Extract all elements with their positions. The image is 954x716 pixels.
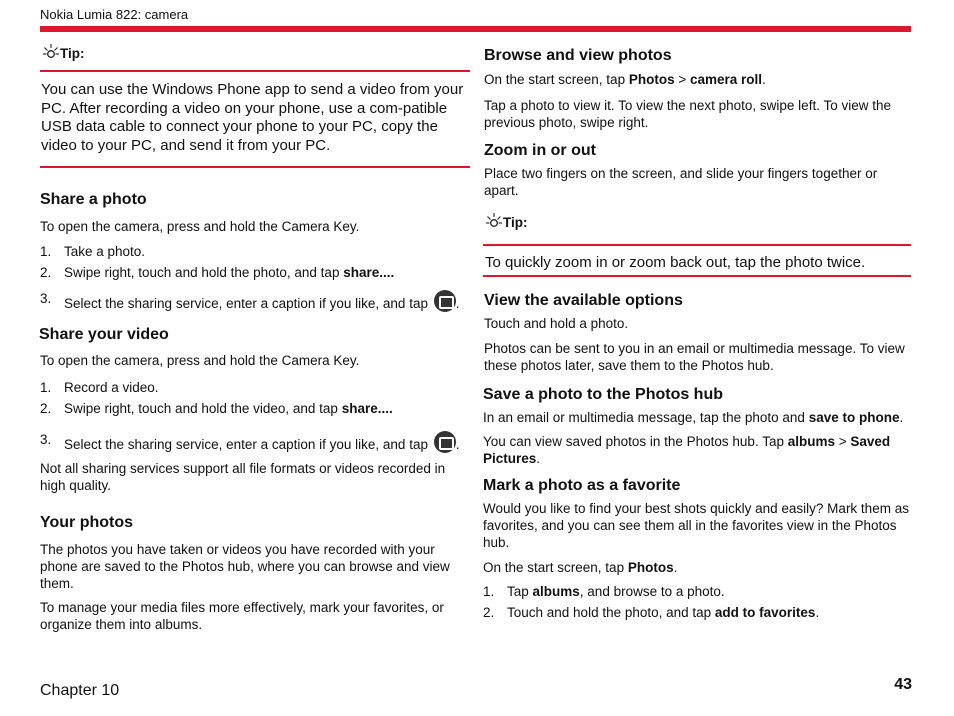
zoom-text: Place two fingers on the screen, and slide your fingers together or apart. <box>484 166 878 198</box>
browse-navigation-text: Tap a photo to view it. To view the next photo, swipe left. To view the previous photo, swipe right. <box>484 98 891 130</box>
header-divider <box>40 26 911 32</box>
share-video-intro: To open the camera, press and hold the Camera Key. <box>40 353 360 368</box>
section-heading-zoom: Zoom in or out <box>484 142 596 159</box>
list-item: 2. Swipe right, touch and hold the photo, and tap share.... <box>40 265 395 280</box>
tip-box <box>40 70 470 168</box>
tip-label: Tip: <box>60 46 85 61</box>
lightbulb-icon <box>483 211 503 231</box>
section-heading-your-photos: Your photos <box>40 514 134 531</box>
list-item: 1. Take a photo. <box>40 244 146 259</box>
tip-heading <box>40 40 470 62</box>
list-item: 2. Touch and hold the photo, and tap add to favorites. <box>483 605 820 620</box>
tip-heading <box>483 209 911 231</box>
favorite-start: On the start screen, tap Photos. <box>483 560 678 575</box>
tip-label: Tip: <box>503 215 528 230</box>
manage-media-text: To manage your media files more effectively, mark your favorites, or organize them into albums. <box>40 600 444 632</box>
section-heading-options: View the available options <box>484 292 683 309</box>
options-message-text: Photos can be sent to you in an email or multimedia message. To view these photos later, save them to the Photos hub. <box>484 341 905 373</box>
favorite-intro: Would you like to find your best shots quickly and easily? Mark them as favorites, and you can see them all in the favorites view in the Photos hub. <box>483 501 909 550</box>
list-item: 2. Swipe right, touch and hold the video, and tap share.... <box>40 401 393 416</box>
share-command: share.... <box>341 401 393 416</box>
share-icon <box>434 290 456 312</box>
favorite-steps <box>483 583 911 621</box>
share-video-steps <box>40 379 470 453</box>
page-header-title: Nokia Lumia 822: camera <box>40 7 189 22</box>
list-item: 1. Record a video. <box>40 380 159 395</box>
saved-photos-text: You can view saved photos in the Photos hub. Tap albums > Saved Pictures. <box>483 434 891 466</box>
footer-chapter: Chapter 10 <box>40 682 120 699</box>
section-heading-browse: Browse and view photos <box>484 47 672 64</box>
list-item: 1. Tap albums, and browse to a photo. <box>483 584 725 599</box>
page-number: 43 <box>894 676 912 693</box>
tip-text: To quickly zoom in or zoom back out, tap the photo twice. <box>485 254 866 271</box>
tip-text: You can use the Windows Phone app to send a video from your PC. After recording a video on your phone, use a com-patible USB data cable to connect your phone to your PC, copy the video to your PC, and send it from your PC. <box>41 81 464 154</box>
section-heading-share-video: Share your video <box>39 326 169 343</box>
list-item: 3. Select the sharing service, enter a caption if you like, and tap . <box>40 291 460 311</box>
left-column <box>40 40 470 633</box>
list-item: 3. Select the sharing service, enter a caption if you like, and tap . <box>40 432 460 452</box>
sharing-note: Not all sharing services support all file formats or videos recorded in high quality. <box>40 461 446 493</box>
tip-box <box>483 244 911 277</box>
lightbulb-icon <box>40 42 60 62</box>
share-photo-intro: To open the camera, press and hold the Camera Key. <box>40 219 360 234</box>
options-text: Touch and hold a photo. <box>484 316 629 331</box>
your-photos-text: The photos you have taken or videos you have recorded with your phone are saved to the Photos hub, where you can browse and view them. <box>40 542 450 591</box>
section-heading-share-photo: Share a photo <box>40 191 147 208</box>
share-photo-steps <box>40 243 470 312</box>
tip-bottom-rule <box>40 166 470 168</box>
save-instructions: In an email or multimedia message, tap the photo and save to phone. <box>483 410 904 425</box>
browse-instructions: On the start screen, tap Photos > camera roll. <box>484 72 766 87</box>
tip-bottom-rule <box>483 275 911 277</box>
right-column <box>483 40 911 621</box>
section-heading-favorite: Mark a photo as a favorite <box>483 477 681 494</box>
section-heading-save: Save a photo to the Photos hub <box>483 386 723 403</box>
share-command: share.... <box>343 265 395 280</box>
share-icon <box>434 431 456 453</box>
